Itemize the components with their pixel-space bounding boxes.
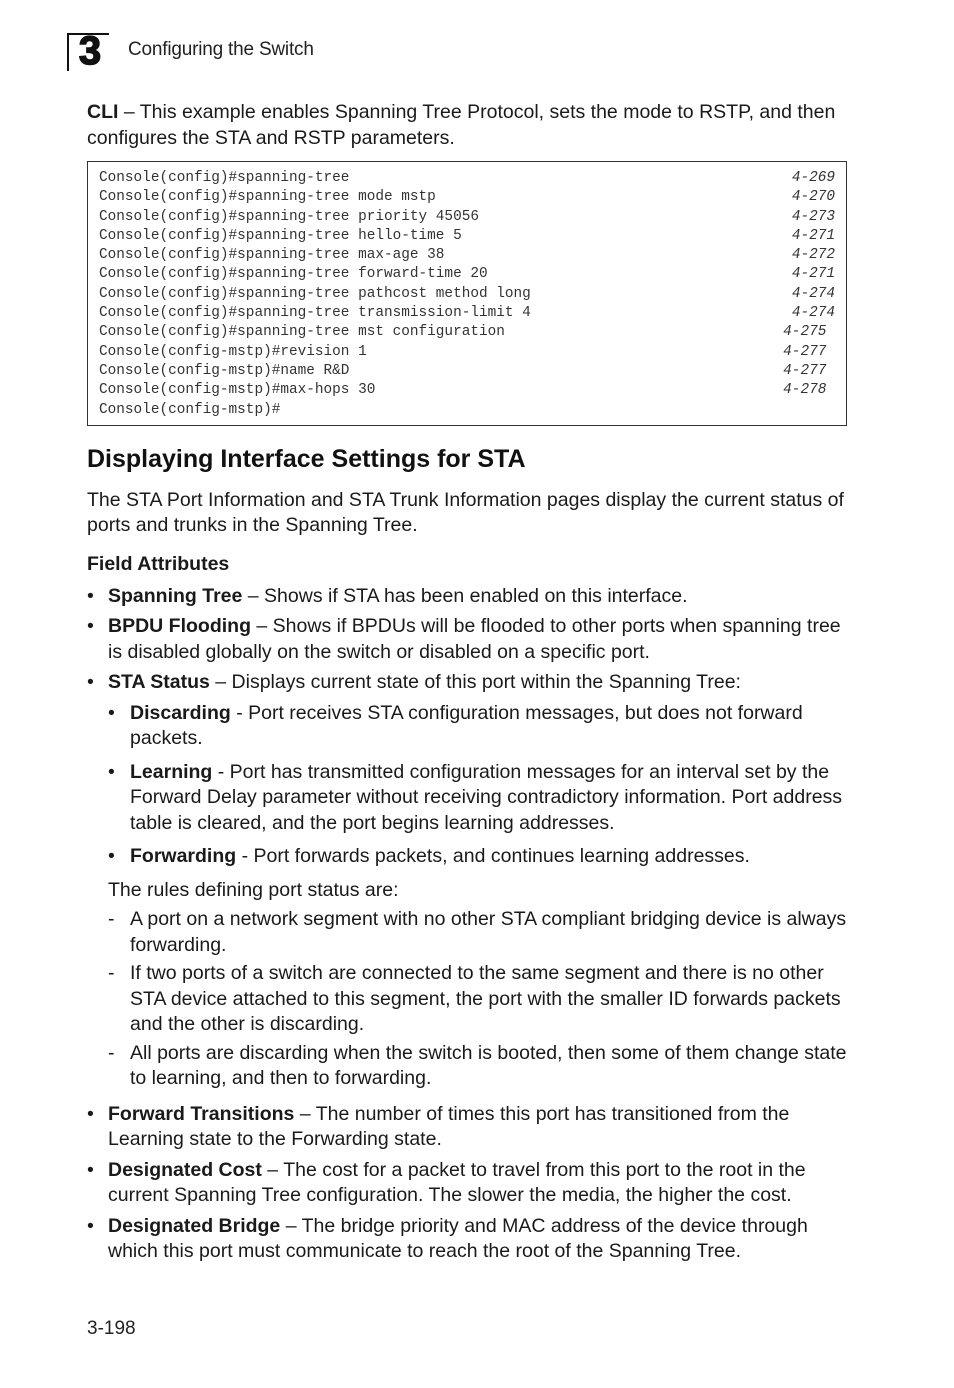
code-line: [99, 323, 835, 342]
code-line: [99, 208, 835, 227]
field-description: – Shows if STA has been enabled on this interface.: [242, 584, 688, 607]
list-item: [87, 1214, 847, 1265]
code-command: Console(config-mstp)#max-hops 30: [99, 382, 376, 399]
code-reference: 4-274: [791, 305, 835, 322]
code-reference: 4-272: [791, 247, 835, 264]
code-line: [99, 169, 835, 188]
field-term: BPDU Flooding: [108, 615, 251, 638]
code-line: [99, 246, 835, 265]
field-attributes-heading: Field Attributes: [87, 552, 230, 575]
status-description: - Port has transmitted configuration messages for an interval set by the Forward Delay parameter without receiving contradictory information. Port address table is cleared, and the port begins learning addresses.: [130, 760, 843, 834]
field-term: Spanning Tree: [108, 584, 243, 607]
code-command: Console(config)#spanning-tree max-age 38: [99, 247, 445, 264]
list-item: [87, 1102, 847, 1153]
status-description: - Port forwards packets, and continues learning addresses.: [236, 845, 750, 868]
page-number: 3-198: [87, 1318, 136, 1339]
field-term: Designated Bridge: [108, 1214, 281, 1237]
cli-label: CLI: [87, 101, 119, 123]
list-item: [87, 584, 847, 610]
code-reference: 4-271: [791, 227, 835, 244]
code-reference: 4-277: [783, 343, 835, 360]
field-description: – The number of times this port has transitioned from the Learning state to the Forwarding state.: [108, 1102, 790, 1151]
code-command: Console(config)#spanning-tree: [99, 170, 350, 186]
field-term: STA Status: [108, 671, 210, 694]
code-line: [99, 227, 835, 246]
field-term: Forward Transitions: [108, 1102, 295, 1125]
cli-intro: [87, 100, 847, 151]
sta-status-list: [108, 701, 847, 870]
list-item: [108, 701, 847, 752]
code-line: [99, 381, 835, 400]
status-description: - Port receives STA configuration messages, but does not forward packets.: [130, 701, 803, 750]
code-line: [99, 285, 835, 304]
code-command: Console(config)#spanning-tree pathcost method long: [99, 285, 531, 302]
list-item: [108, 760, 847, 837]
chapter-number: 3: [78, 29, 102, 73]
code-example: [87, 161, 847, 426]
page-content: [87, 100, 847, 1270]
code-command: Console(config-mstp)#name R&D: [99, 362, 350, 379]
list-item: [87, 614, 847, 665]
status-term: Learning: [130, 760, 213, 783]
code-reference: 4-273: [791, 208, 835, 225]
section-heading: Displaying Interface Settings for STA: [87, 444, 526, 473]
status-term: Discarding: [130, 701, 231, 724]
code-reference: 4-271: [791, 266, 835, 283]
code-line: [99, 343, 835, 362]
status-term: Forwarding: [130, 845, 237, 868]
list-item: [87, 670, 847, 696]
chapter-title: Configuring the Switch: [128, 39, 314, 60]
code-line: [99, 401, 835, 420]
code-command: Console(config)#spanning-tree mode mstp: [99, 189, 436, 206]
rules-intro: The rules defining port status are:: [108, 878, 399, 901]
code-line: [99, 304, 835, 323]
code-line: [99, 362, 835, 381]
field-description: – The cost for a packet to travel from this port to the root in the current Spanning Tree configuration. The slower the media, the higher the cost.: [108, 1158, 806, 1207]
field-term: Designated Cost: [108, 1158, 262, 1181]
field-description: – Displays current state of this port within the Spanning Tree:: [209, 671, 741, 694]
list-item: [87, 1158, 847, 1209]
code-command: Console(config)#spanning-tree mst configuration: [99, 324, 505, 341]
field-description: – The bridge priority and MAC address of the device through which this port must communicate to reach the root of the Spanning Tree.: [108, 1214, 808, 1263]
cli-intro-text: – This example enables Spanning Tree Protocol, sets the mode to RSTP, and then configures the STA and RSTP parameters.: [87, 101, 836, 149]
code-line: [99, 188, 835, 207]
code-command: Console(config)#spanning-tree priority 45056: [99, 208, 479, 225]
rule-item: - All ports are discarding when the switch is booted, then some of them change state to learning, and then to forwarding.: [87, 1041, 847, 1092]
code-reference: 4-270: [791, 189, 835, 206]
code-reference: 4-275: [783, 324, 835, 341]
code-reference: 4-278: [783, 382, 835, 399]
code-command: Console(config-mstp)#: [99, 401, 281, 418]
code-reference: 4-269: [791, 170, 835, 186]
section-intro: The STA Port Information and STA Trunk Information pages display the current status of ports and trunks in the Spanning Tree.: [87, 488, 844, 537]
code-command: Console(config)#spanning-tree hello-time 5: [99, 227, 462, 244]
code-reference: 4-274: [791, 285, 835, 302]
list-item: [108, 844, 847, 870]
code-line: [99, 265, 835, 284]
rule-item: - A port on a network segment with no other STA compliant bridging device is always forwarding.: [87, 907, 847, 958]
rule-item: - If two ports of a switch are connected to the same segment and there is no other STA device attached to this segment, the port with the smaller ID forwards packets and the other is discarding.: [87, 961, 847, 1038]
code-command: Console(config-mstp)#revision 1: [99, 343, 367, 360]
code-reference: 4-277: [783, 362, 835, 379]
field-description: – Shows if BPDUs will be flooded to other ports when spanning tree is disabled globally on the switch or disabled on a specific port.: [108, 615, 841, 663]
code-command: Console(config)#spanning-tree transmission-limit 4: [99, 305, 531, 322]
code-command: Console(config)#spanning-tree forward-time 20: [99, 266, 488, 283]
